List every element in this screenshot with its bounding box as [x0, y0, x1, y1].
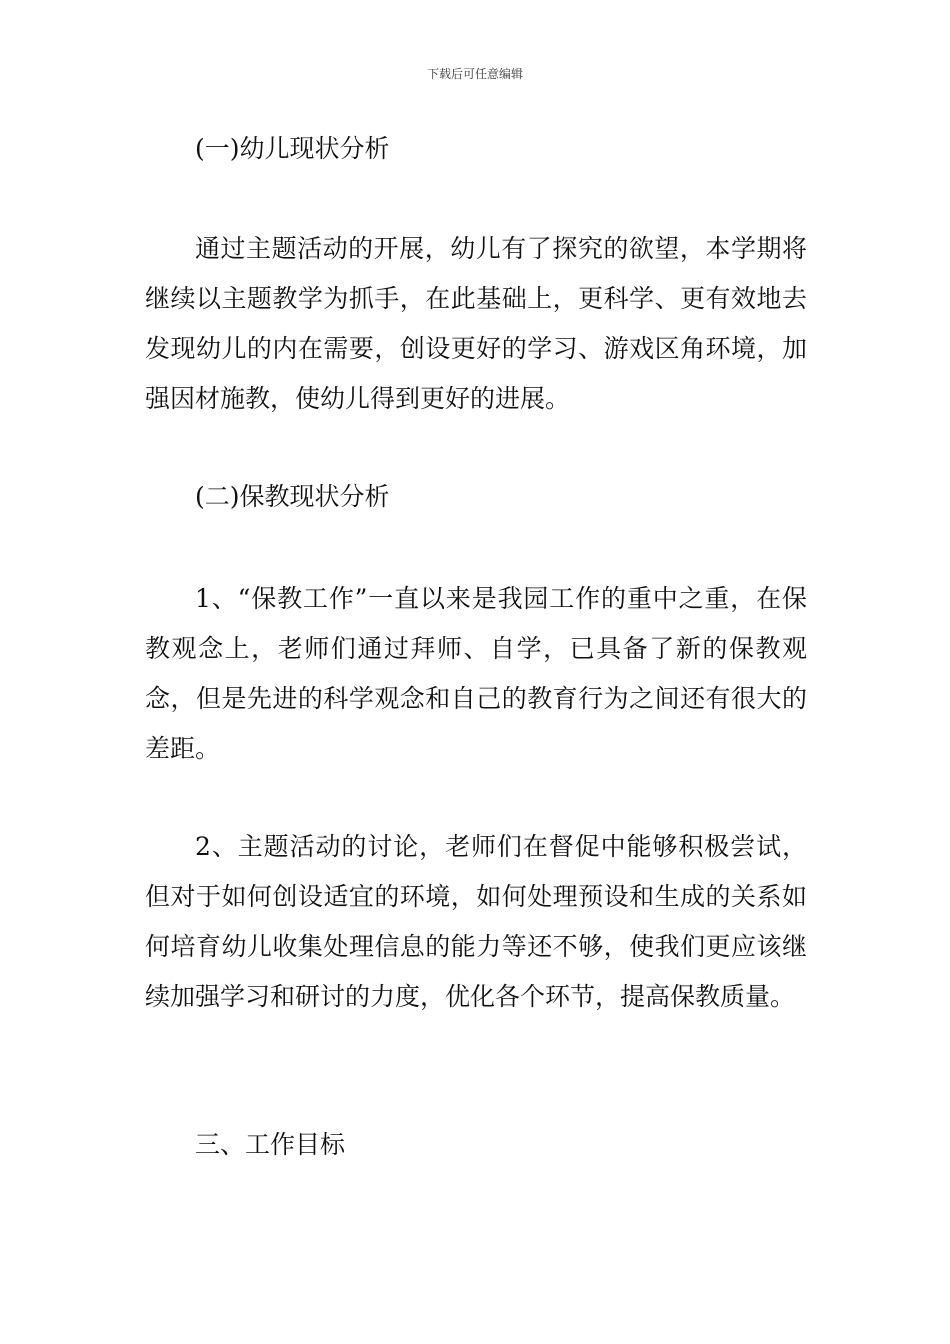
section-heading-3: 三、工作目标	[195, 1130, 346, 1159]
paragraph-2: 1、“保教工作”一直以来是我园工作的重中之重，在保教观念上，老师们通过拜师、自学，已具备了新的保教观念，但是先进的科学观念和自己的教育行为之间还有很大的差距。	[145, 584, 807, 763]
page-header: 下载后可任意编辑	[426, 67, 523, 81]
section-heading-2: (二)保教现状分析	[195, 482, 390, 511]
section-heading-1: (一)幼儿现状分析	[195, 134, 390, 163]
paragraph-1: 通过主题活动的开展，幼儿有了探究的欲望，本学期将继续以主题教学为抓手，在此基础上，更科学、更有效地去发现幼儿的内在需要，创设更好的学习、游戏区角环境，加强因材施教，使幼儿得到更好的进展。	[145, 234, 807, 413]
paragraph-3: 2、主题活动的讨论，老师们在督促中能够积极尝试，但对于如何创设适宜的环境，如何处理预设和生成的关系如何培育幼儿收集处理信息的能力等还不够，使我们更应该继续加强学习和研讨的力度，优化各个环节，提高保教质量。	[145, 832, 807, 1011]
